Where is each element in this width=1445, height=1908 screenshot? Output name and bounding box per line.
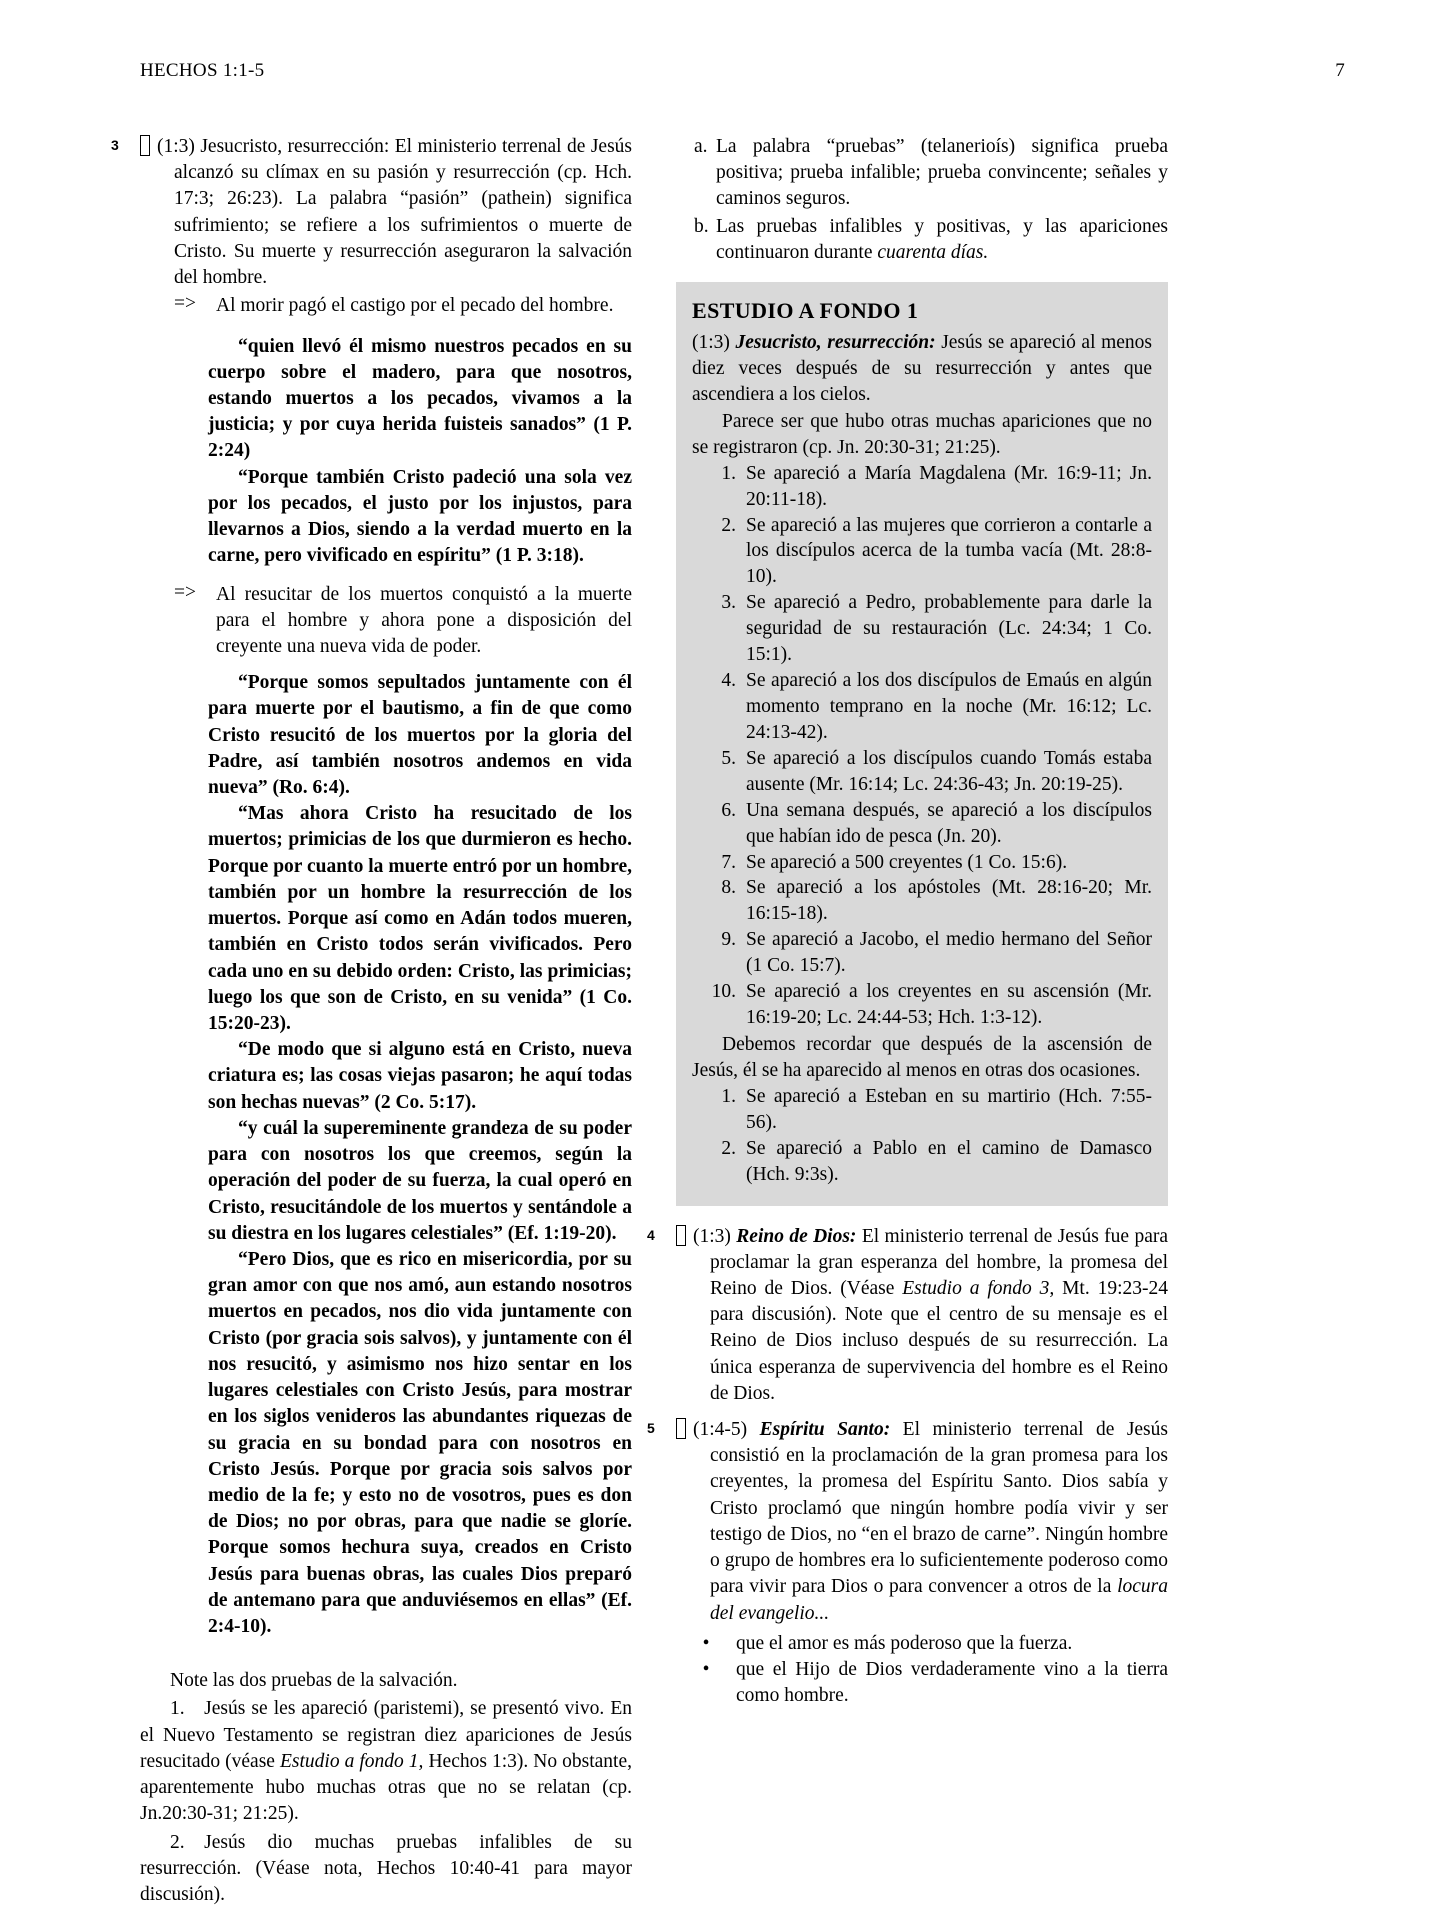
point-marker-3: 3 (140, 135, 150, 156)
arrow-item-2 (140, 582, 632, 661)
list-item-text: Una semana después, se apareció a los discípulos que habían ido de pesca (Jn. 20). (746, 799, 1152, 847)
sub-point-b (676, 214, 1168, 266)
scripture-quote-4: “Mas ahora Cristo ha resucitado de los muertos; primicias de los que durmieron es hecho. Porque por cuanto la muerte entró por un hombre, también por un hombre la resurrección de los muertos. Porque así como en Adán todos mueren, también en Cristo todos serán vivificados. Pero cada uno en su debido orden: Cristo, las primicias; luego los que son de Cristo, en su venida” (1 Co. 15:20-23). (208, 803, 632, 1034)
list-item-number: 10. (711, 981, 736, 1003)
study-box-lead-ref: (1:3) (692, 332, 730, 354)
list-item-number: 1. (721, 1085, 736, 1107)
list-item-number: 9. (721, 929, 736, 951)
list-item (692, 927, 1152, 979)
list-item-text: Se apareció a María Magdalena (Mr. 16:9-11; Jn. 20:11-18). (746, 462, 1152, 510)
bullet-text: que el amor es más poderoso que la fuerza. (736, 1632, 1073, 1654)
sub-point-a (676, 134, 1168, 213)
scripture-quote-5: “De modo que si alguno está en Cristo, nueva criatura es; las cosas viejas pasaron; he aquí todas son hechas nuevas” (2 Co. 5:17). (208, 1039, 632, 1113)
point-marker-5: 5 (676, 1418, 686, 1439)
list-item-text: Se apareció a los apóstoles (Mt. 28:16-20; Mr. 16:15-18). (746, 877, 1152, 925)
list-item (692, 1136, 1152, 1188)
list-item (692, 668, 1152, 746)
list-item (692, 979, 1152, 1031)
list-item (692, 590, 1152, 668)
scripture-quote-1: “quien llevó él mismo nuestros pecados en su cuerpo sobre el madero, para que nosotros, estando muertos a los pecados, vivamos a la justicia; y por cuya herida fuisteis sanados” (1 P. 2:24) (208, 335, 632, 462)
point-4-text: El ministerio terrenal de Jesús fue para proclamar la gran esperanza del hombre, la promesa del Reino de Dios. (Véase Estudio a fondo 3, Mt. 19:23-24 para discusión). Note que el centro de su mensaje es el Reino de Dios incluso después de su resurrección. La única esperanza de supervivencia del hombre es el Reino de Dios. (710, 1225, 1168, 1404)
list-item-text: Se apareció a Jacobo, el medio hermano del Señor (1 Co. 15:7). (746, 929, 1152, 977)
list-item-text: Se apareció a 500 creyentes (1 Co. 15:6). (746, 851, 1068, 873)
list-item (692, 875, 1152, 927)
right-column (647, 134, 1168, 1709)
list-item-number: 2. (721, 514, 736, 536)
study-box (676, 282, 1168, 1205)
outline-point-4 (647, 1224, 1168, 1408)
list-item (692, 798, 1152, 850)
study-box-closing-para: Debemos recordar que después de la ascensión de Jesús, él se ha aparecido al menos en otras dos ocasiones. (692, 1033, 1152, 1081)
left-column (111, 134, 632, 1908)
point-5-ref: (1:4-5) (693, 1419, 748, 1441)
bullet-text: que el Hijo de Dios verdaderamente vino a la tierra como hombre. (736, 1659, 1168, 1707)
list-item (692, 513, 1152, 591)
study-box-lead-topic: Jesucristo, resurrección: (735, 332, 936, 354)
bullet-glyph: • (702, 1632, 710, 1654)
list-item (676, 1657, 1168, 1709)
list-item (676, 1631, 1168, 1657)
list-item-number: 2. (721, 1137, 736, 1159)
sub-point-a-label: a. (694, 136, 708, 157)
point-4-topic: Reino de Dios: (736, 1225, 857, 1247)
page-number: 7 (1335, 60, 1345, 81)
list-item (692, 850, 1152, 876)
list-item-text: Se apareció a Esteban en su martirio (Hch. 7:55-56). (746, 1085, 1152, 1133)
study-box-second-para: Parece ser que hubo otras muchas apariciones que no se registraron (cp. Jn. 20:30-31; 21:25). (692, 410, 1152, 458)
arrow-item-1 (140, 293, 632, 319)
arrow-glyph: => (174, 293, 196, 315)
note-intro: Note las dos pruebas de la salvación. (170, 1670, 458, 1692)
list-item-text: Se apareció a Pedro, probablemente para darle la seguridad de su restauración (Lc. 24:34; 1 Co. 15:1). (746, 592, 1152, 666)
sub-point-b-label: b. (694, 215, 709, 237)
list-item-number: 4. (721, 670, 736, 692)
sub-point-b-text: Las pruebas infalibles y positivas, y las apariciones continuaron durante cuarenta días. (716, 215, 1168, 263)
sub-point-a-text: La palabra “pruebas” (telanerioís) significa prueba positiva; prueba infalible; prueba convincente; señales y caminos seguros. (716, 136, 1168, 210)
scripture-quote-6: “y cuál la supereminente grandeza de su poder para con nosotros los que creemos, según la operación del poder de su fuerza, la cual operó en Cristo, resucitándole de los muertos y sentándole a su diestra en los lugares celestiales” (Ef. 1:19-20). (208, 1117, 632, 1244)
bullet-list (676, 1631, 1168, 1710)
sub-point-list (676, 134, 1168, 266)
point-4-ref: (1:3) (693, 1225, 731, 1247)
post-ascension-list (692, 1084, 1152, 1188)
study-box-lead-text: Jesús se apareció al menos diez veces después de su resurrección y antes que ascendiera a los cielos. (692, 332, 1153, 405)
appearances-list (692, 461, 1152, 1031)
list-item-text: Se apareció a los dos discípulos de Emaús en algún momento temprano en la noche (Mr. 16:12; Lc. 24:13-42). (746, 670, 1152, 743)
list-item-text: Se apareció a las mujeres que corrieron a contarle a los discípulos acerca de la tumba vacía (Mt. 28:8-10). (746, 514, 1152, 588)
arrow-glyph: => (174, 581, 196, 603)
page-header (140, 60, 1345, 82)
scripture-quote-2: “Porque también Cristo padeció una sola vez por los pecados, el justo por los injustos, para llevarnos a Dios, siendo a la verdad muerto en la carne, pero vivificado en espíritu” (1 P. 3:18). (208, 466, 632, 567)
list-item (692, 746, 1152, 798)
two-column-body (111, 134, 1345, 1908)
list-item-number: 8. (721, 877, 736, 899)
arrow-item-2-text: Al resucitar de los muertos conquistó a la muerte para el hombre y ahora pone a disposición del creyente una nueva vida de poder. (216, 583, 632, 657)
list-item-number: 5. (721, 747, 736, 769)
list-item-number: 7. (721, 851, 736, 873)
scripture-quote-7: “Pero Dios, que es rico en misericordia, por su gran amor con que nos amó, aun estando nosotros muertos en pecados, nos dio vida juntamente con Cristo (por gracia sois salvos), y juntamente con él nos resucitó, y asimismo nos hizo sentar en los lugares celestiales con Cristo Jesús, para mostrar en los siglos venideros las abundantes riquezas de su gracia en su bondad para con nosotros en Cristo Jesús. Porque por gracia sois salvos por medio de la fe; y esto no de vosotros, pues es don de Dios; no por obras, para que nadie se gloríe. Porque somos hechura suya, creados en Cristo Jesús para buenas obras, las cuales Dios preparó de antemano para que anduviésemos en ellas” (Ef. 2:4-10). (208, 1248, 632, 1638)
list-item (692, 461, 1152, 513)
study-box-title: ESTUDIO A FONDO 1 (692, 298, 919, 324)
proof-item-1: 1. Jesús se les apareció (paristemi), se presentó vivo. En el Nuevo Testamento se registran diez apariciones de Jesús resucitado (véase Estudio a fondo 1, Hechos 1:3). No obstante, aparentemente hubo muchas otras que no se relatan (cp. Jn.20:30-31; 21:25). (140, 1698, 632, 1825)
proof-item-2: 2. Jesús dio muchas pruebas infalibles de su resurrección. (Véase nota, Hechos 10:40-41 para mayor discusión). (140, 1831, 632, 1905)
running-head: HECHOS 1:1-5 (140, 60, 265, 81)
point-marker-4: 4 (676, 1225, 686, 1246)
list-item-text: Se apareció a los creyentes en su ascensión (Mr. 16:19-20; Lc. 24:44-53; Hch. 1:3-12). (746, 981, 1152, 1029)
list-item (692, 1084, 1152, 1136)
list-item-text: Se apareció a los discípulos cuando Tomás estaba ausente (Mr. 16:14; Lc. 24:36-43; Jn. 20:19-25). (746, 747, 1152, 795)
scripture-quote-3: “Porque somos sepultados juntamente con él para muerte por el bautismo, a fin de que como Cristo resucitó de los muertos por la gloria del Padre, así también nosotros andemos en vida nueva” (Ro. 6:4). (208, 672, 632, 799)
bullet-glyph: • (702, 1659, 710, 1681)
outline-point-5 (647, 1417, 1168, 1627)
list-item-text: Se apareció a Pablo en el camino de Damasco (Hch. 9:3s). (746, 1137, 1152, 1185)
list-item-number: 6. (721, 799, 736, 821)
list-item-number: 1. (721, 462, 736, 484)
arrow-item-1-text: Al morir pagó el castigo por el pecado del hombre. (216, 295, 614, 317)
point-5-topic: Espíritu Santo: (759, 1419, 891, 1441)
outline-point-3 (111, 134, 632, 291)
point-5-text: El ministerio terrenal de Jesús consistió en la proclamación de la gran promesa para los creyentes, la promesa del Espíritu Santo. Dios sabía y Cristo proclamó que ningún hombre podía vivir y ser testigo de Dios, no “en el brazo de carne”. Ningún hombre o grupo de hombres era lo suficientemente poderoso como para vivir para Dios o para convencer a otros de la locura del evangelio... (710, 1419, 1168, 1624)
point-3-text: (1:3) Jesucristo, resurrección: El ministerio terrenal de Jesús alcanzó su clímax en su pasión y resurrección (cp. Hch. 17:3; 26:23). La palabra “pasión” (pathein) significa sufrimiento; se refiere a los sufrimientos o muerte de Cristo. Su muerte y resurrección aseguraron la salvación del hombre. (157, 136, 632, 289)
study-box-lead (692, 330, 1152, 408)
list-item-number: 3. (721, 592, 736, 614)
